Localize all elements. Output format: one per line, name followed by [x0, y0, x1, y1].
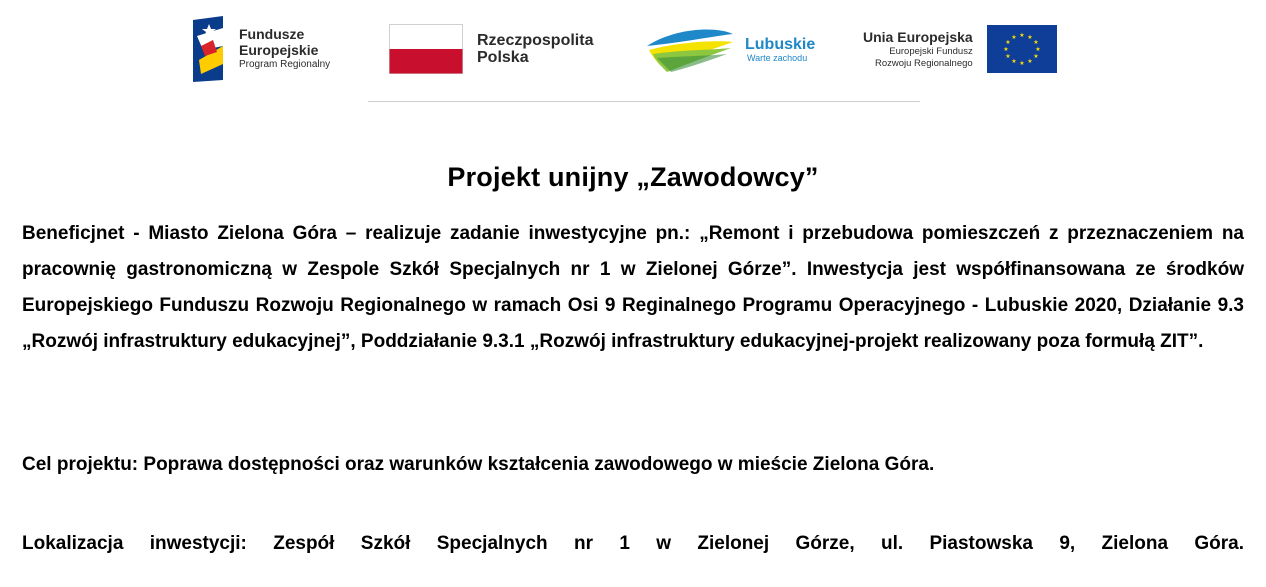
svg-text:★: ★ — [1019, 60, 1025, 67]
svg-text:★: ★ — [1027, 58, 1033, 65]
fundusze-europejskie-emblem-icon — [193, 16, 229, 82]
fundusze-line3: Program Regionalny — [239, 59, 331, 70]
svg-text:★: ★ — [1033, 53, 1039, 60]
eu-line2: Europejski Fundusz — [889, 45, 973, 57]
svg-text:★: ★ — [1003, 46, 1009, 53]
svg-text:★: ★ — [1033, 39, 1039, 46]
svg-text:★: ★ — [1027, 34, 1033, 41]
poland-line2: Polska — [477, 49, 529, 66]
project-description-paragraph: Beneficjnet - Miasto Zielona Góra – realizuje zadanie inwestycyjne pn.: „Remont i przebudowa pomieszczeń z przeznaczeniem na pracownię gastronomiczną w Zespole Szkół Specjalnych nr 1 w Zielonej Górze”. Inwestycja jest współfinansowana ze środków Europejskiego Funduszu Rozwoju Regionalnego w ramach Osi 9 Reginalnego Programu Operacyjnego - Lubuskie 2020, Działanie 9.3 „Rozwój infrastruktury edukacyjnej”, Poddziałanie 9.3.1 „Rozwój infrastruktury edukacyjnej-projekt realizowany poza formułą ZIT”. — [22, 223, 1244, 352]
fundusze-europejskie-logo — [193, 14, 330, 84]
logo-bar — [0, 0, 1266, 104]
svg-text:★: ★ — [1019, 32, 1025, 39]
lubuskie-name: Lubuskie — [745, 35, 816, 53]
project-goal-paragraph: Cel projektu: Poprawa dostępności oraz warunków kształcenia zawodowego w mieście Zielona Góra. — [22, 454, 935, 475]
rzeczpospolita-polska-logo — [389, 14, 593, 84]
project-location-paragraph: Lokalizacja inwestycji: Zespół Szkół Specjalnych nr 1 w Zielonej Górze, ul. Piastowska 9, Zielona Góra. — [22, 533, 1244, 554]
eu-line3: Rozwoju Regionalnego — [874, 57, 973, 69]
lubuskie-logo — [645, 14, 815, 84]
svg-text:★: ★ — [1005, 39, 1011, 46]
poland-line1: Rzeczpospolita — [477, 32, 594, 49]
polish-flag-icon — [389, 24, 463, 74]
eu-flag-icon — [987, 25, 1057, 73]
svg-text:★: ★ — [1035, 46, 1041, 53]
document-title: Projekt unijny „Zawodowcy” — [447, 162, 819, 192]
fundusze-line1: Fundusze — [239, 26, 305, 42]
svg-text:★: ★ — [1005, 53, 1011, 60]
fundusze-line2: Europejskie — [239, 42, 319, 58]
lubuskie-tagline: Warte zachodu — [747, 52, 808, 63]
svg-text:★: ★ — [1011, 34, 1017, 41]
unia-europejska-logo — [863, 14, 1057, 84]
eu-line1: Unia Europejska — [863, 28, 973, 45]
lubuskie-emblem-icon — [645, 24, 737, 74]
svg-text:★: ★ — [1011, 58, 1017, 65]
header-divider — [368, 101, 920, 102]
